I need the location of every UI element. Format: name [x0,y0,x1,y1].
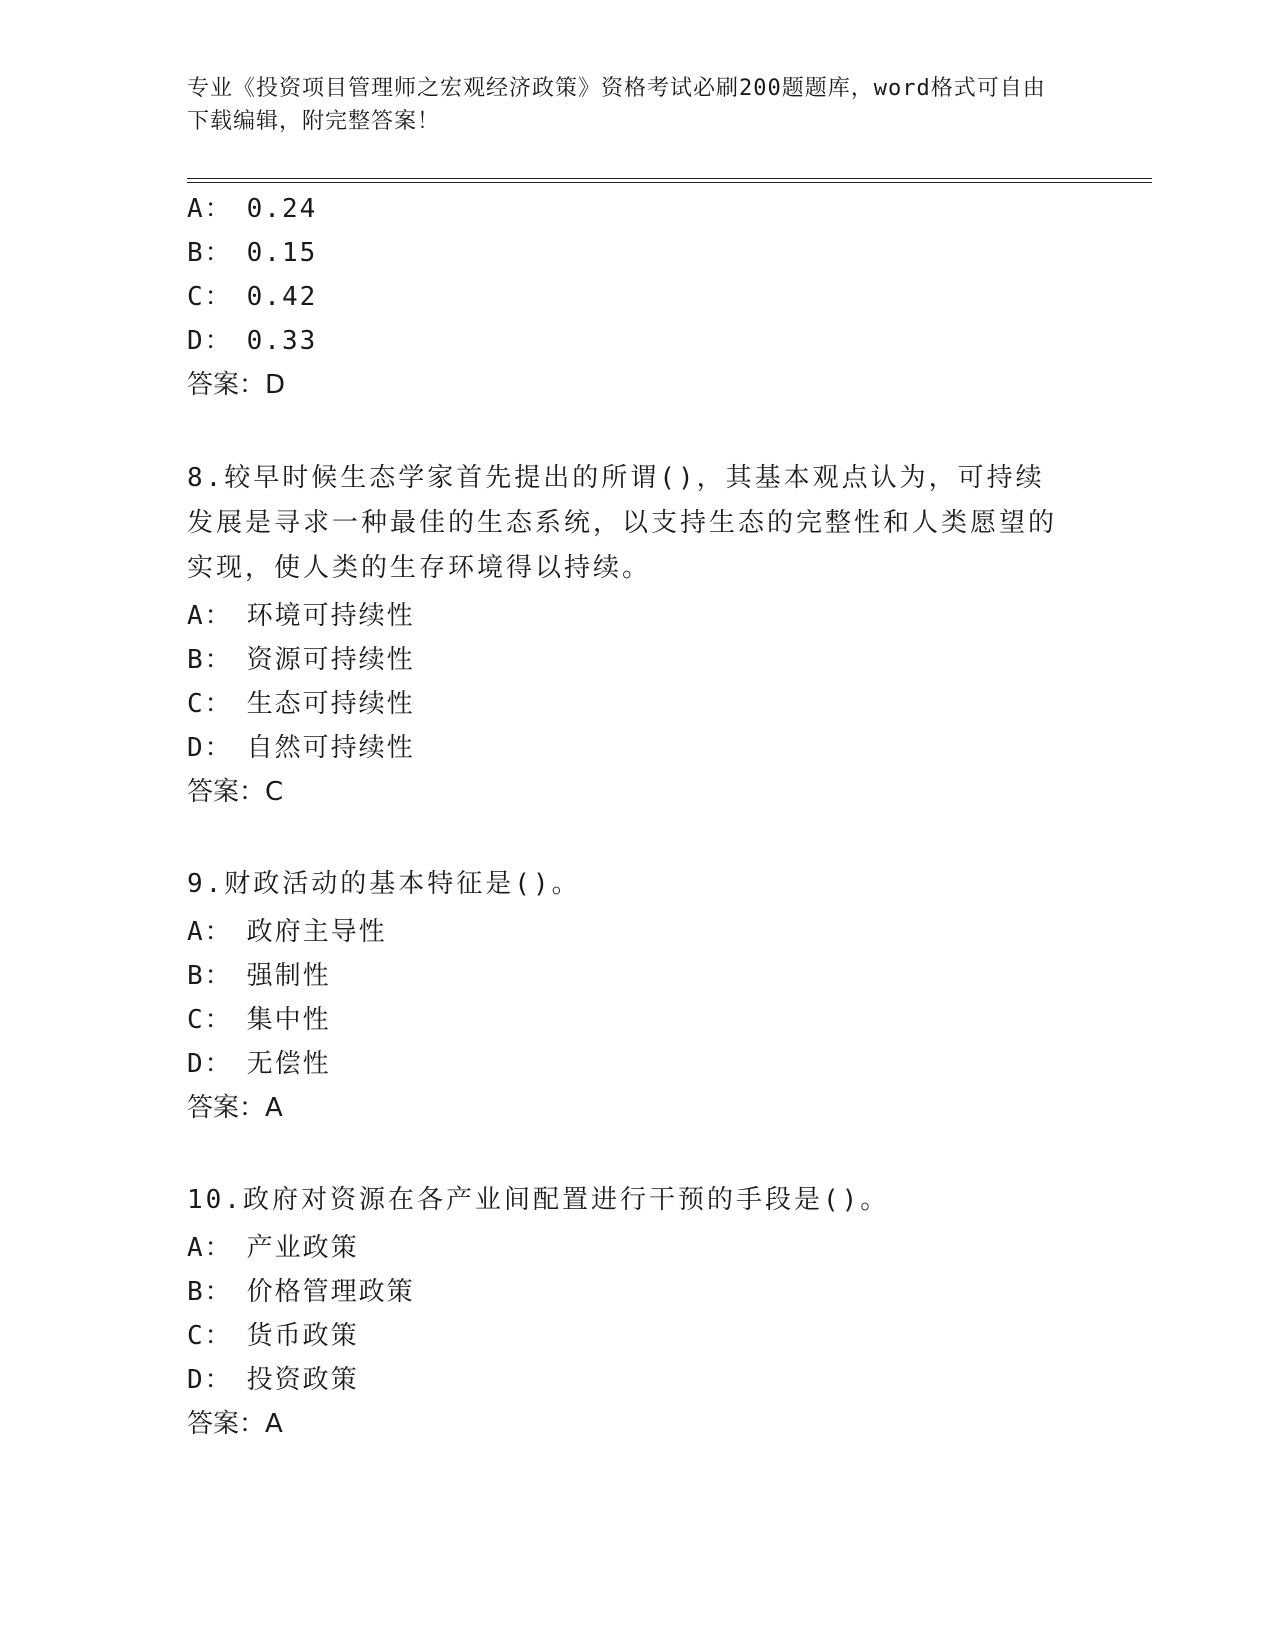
option-text: 0.42 [246,282,318,312]
option-text: 0.15 [246,238,318,268]
option-label: D： [187,1365,233,1395]
header-divider-bottom [187,182,1152,183]
q8-answer: 答案：C [187,777,284,807]
q10-option-c [187,1320,359,1352]
q7-answer: 答案：D [187,370,286,400]
option-text: 资源可持续性 [246,645,415,675]
option-label: C： [187,1321,233,1351]
q9-option-b [187,960,331,992]
q9-stem: 9.财政活动的基本特征是()。 [187,869,581,899]
option-text: 0.33 [246,326,318,356]
q7-option-c [187,281,317,313]
option-text: 产业政策 [246,1233,359,1263]
q10-option-b [187,1276,415,1308]
option-label: D： [187,326,233,356]
q9-option-a [187,916,387,948]
q7-option-b [187,237,317,269]
option-text: 自然可持续性 [246,733,415,763]
option-label: A： [187,194,233,224]
option-label: B： [187,645,233,675]
q10-option-d [187,1364,359,1396]
option-label: B： [187,238,233,268]
q10-stem: 10.政府对资源在各产业间配置进行干预的手段是()。 [187,1185,890,1215]
option-text: 0.24 [246,194,318,224]
q8-option-a [187,600,415,632]
q8-option-b [187,644,415,676]
q10-option-a [187,1232,359,1264]
option-label: A： [187,1233,233,1263]
option-label: B： [187,961,233,991]
q9-option-d [187,1048,331,1080]
option-text: 货币政策 [246,1321,359,1351]
option-text: 投资政策 [246,1365,359,1395]
option-text: 集中性 [246,1005,331,1035]
header-divider-top [187,178,1152,179]
option-text: 强制性 [246,961,331,991]
q9-option-c [187,1004,331,1036]
q8-option-d [187,732,415,764]
q8-stem: 8.较早时候生态学家首先提出的所谓()，其基本观点认为，可持续发展是寻求一种最佳的生态系统，以支持生态的完整性和人类愿望的实现，使人类的生存环境得以持续。 [187,463,1058,583]
q9-answer: 答案：A [187,1093,283,1123]
q8-option-c [187,688,415,720]
option-label: D： [187,1049,233,1079]
option-label: B： [187,1277,233,1307]
option-text: 无偿性 [246,1049,331,1079]
option-label: A： [187,917,233,947]
q7-option-a [187,193,317,225]
option-text: 环境可持续性 [246,601,415,631]
option-label: A： [187,601,233,631]
document-title: 专业《投资项目管理师之宏观经济政策》资格考试必刷200题题库，word格式可自由下载编辑，附完整答案！ [187,76,1046,134]
option-label: C： [187,689,233,719]
option-text: 价格管理政策 [246,1277,415,1307]
option-label: D： [187,733,233,763]
q10-answer: 答案：A [187,1409,283,1439]
q7-option-d [187,325,317,357]
option-label: C： [187,282,233,312]
option-text: 政府主导性 [246,917,387,947]
option-label: C： [187,1005,233,1035]
option-text: 生态可持续性 [246,689,415,719]
